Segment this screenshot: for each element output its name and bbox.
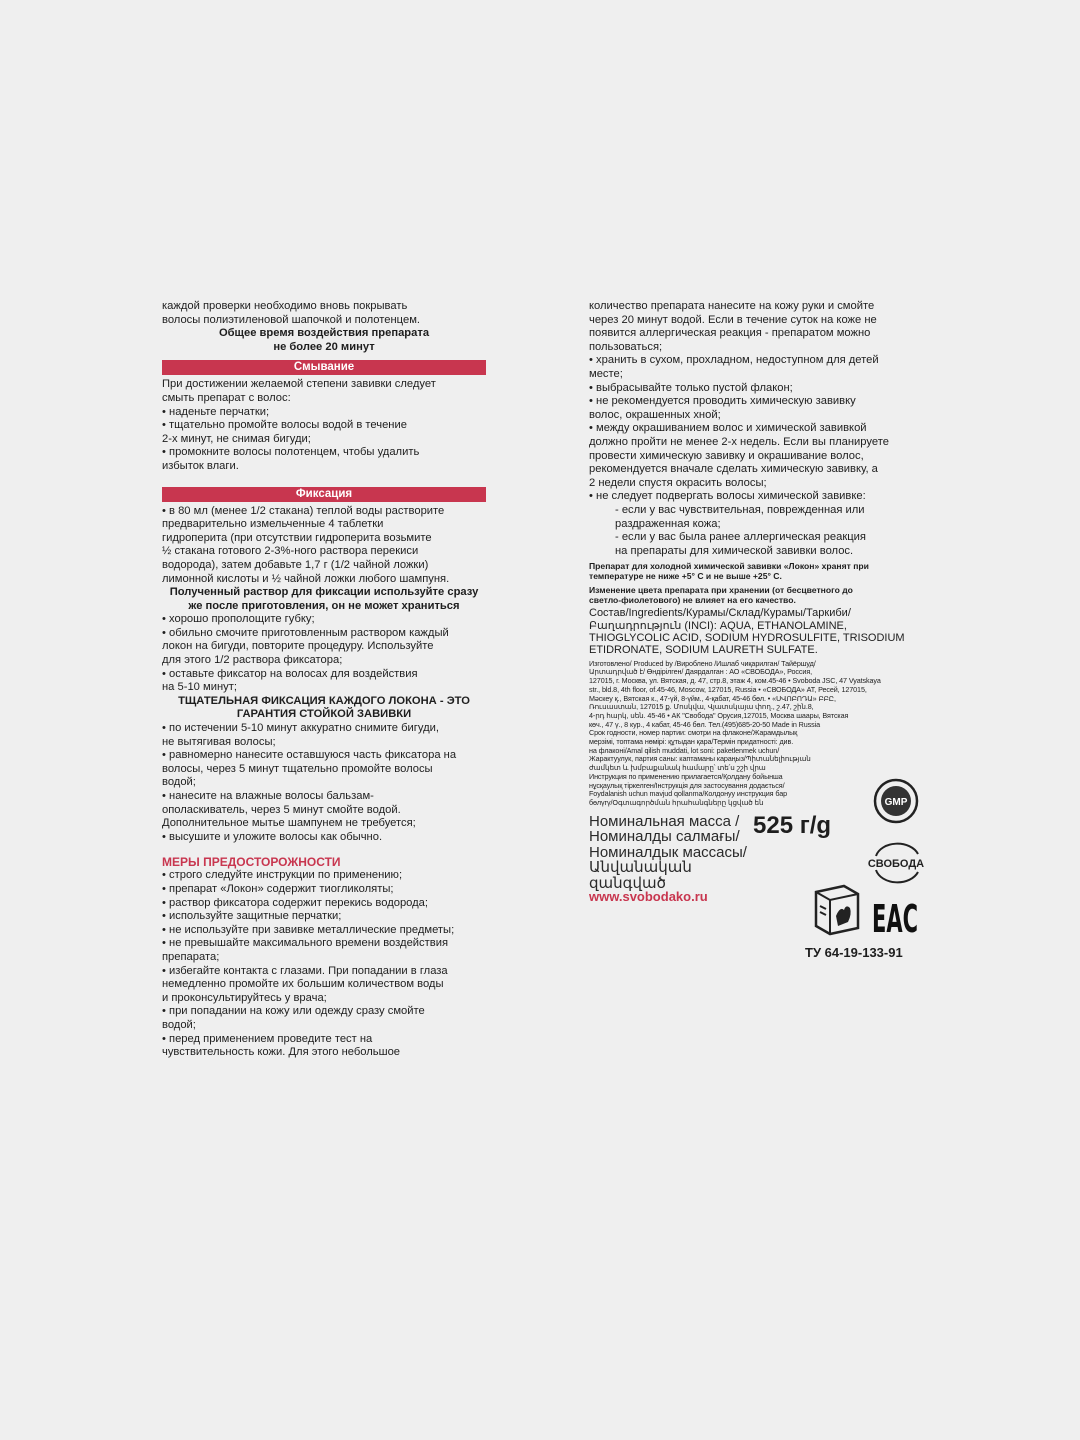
text-line: При достижении желаемой степени завивки следует <box>162 378 436 391</box>
text-line: Изменение цвета препарата при хранении (от бесцветного до <box>589 584 853 595</box>
text-line: • не используйте при завивке металлические предметы; <box>162 923 455 936</box>
text-line: появится аллергическая реакция - препаратом можно <box>589 327 871 340</box>
left-column <box>162 300 486 1060</box>
text-line: чувствительность кожи. Для этого небольшое <box>162 1046 401 1059</box>
text-line: водорода), затем добавьте 1,7 г (1/2 чайной ложки) <box>162 558 429 571</box>
gmp-badge-icon <box>873 778 919 824</box>
text-line: месте; <box>589 367 623 380</box>
text-line: гидроперита (при отсутствии гидроперита возьмите <box>162 531 432 544</box>
text-line: мерзімі, топтама нөмірі: құтыдан қара/Термін придатності: див. <box>589 737 794 747</box>
text-line: на 5-10 минут; <box>162 681 237 694</box>
fixation-heading: Фиксация <box>162 487 486 502</box>
text-line: str., bld.8, 4th floor, of.45-46, Moscow, 127015, Russia • «СВОБОДА» АТ, Ресей, 127015, <box>589 684 867 694</box>
text-line: Արտադրված է/ Өндірілген/ Даярдалган : АО «СВОБОДА», Россия, <box>589 667 813 677</box>
text-line: должно пройти не менее 2-х недель. Если вы планируете <box>589 435 889 448</box>
svg-text:СВОБОДА: СВОБОДА <box>867 858 925 870</box>
text-line: и проконсультируйтесь у врача; <box>162 991 327 1004</box>
text-line: • используйте защитные перчатки; <box>162 910 342 923</box>
text-line: • раствор фиксатора содержит перекись водорода; <box>162 896 429 909</box>
tu-standard-code: ТУ 64-19-133-91 <box>805 945 903 960</box>
manufacturer-block <box>589 660 889 808</box>
text-line: локон на бигуди, повторите процедуру. Используйте <box>162 640 434 653</box>
text-line: 2-х минут, не снимая бигуди; <box>162 432 311 445</box>
text-line: раздраженная кожа; <box>615 517 721 530</box>
text-line: водой; <box>162 776 196 789</box>
text-line: количество препарата нанесите на кожу руки и смойте <box>589 300 875 312</box>
text-line: смыть препарат с волос: <box>162 391 291 404</box>
text-line: - если у вас чувствительная, поврежденная или <box>615 503 865 516</box>
text-line: каждой проверки необходимо вновь покрывать <box>162 300 408 312</box>
text-line: • нанесите на влажные волосы бальзам- <box>162 790 374 802</box>
text-line: Срок годности, номер партии: смотри на флаконе/Жарамдылық <box>589 728 798 738</box>
text-line: ТЩАТЕЛЬНАЯ ФИКСАЦИЯ КАЖДОГО ЛОКОНА - ЭТО <box>178 694 470 707</box>
text-line: THIOGLYCOLIC ACID, SODIUM HYDROSULFITE, TRISODIUM <box>589 631 905 644</box>
text-line: • хранить в сухом, прохладном, недоступном для детей <box>589 354 879 367</box>
text-line: для этого 1/2 раствора фиксатора; <box>162 654 343 667</box>
text-line: Ռուսաստան, 127015 ք. Մոսկվա, Վյատսկայա փող., շ.47, շին.8, <box>589 702 814 712</box>
text-line: же после приготовления, он не может храниться <box>188 599 460 612</box>
text-line: 127015, г. Москва, ул. Вятская, д. 47, стр.8, этаж 4, ком.45-46 • Svoboda JSC, 47 Vyatskaya <box>589 676 881 686</box>
eac-mark-icon <box>872 896 918 941</box>
text-line: волосы, через 5 минут тщательно промойте волосы <box>162 762 433 775</box>
text-line: • высушите и уложите волосы как обычно. <box>162 830 383 843</box>
text-line: ГАРАНТИЯ СТОЙКОЙ ЗАВИВКИ <box>236 708 412 721</box>
text-line: • избегайте контакта с глазами. При попадании в глаза <box>162 964 448 977</box>
storage-note <box>589 561 915 581</box>
text-line: - если у вас была ранее аллергическая реакция <box>615 531 866 544</box>
text-line: • между окрашиванием волос и химической завивкой <box>589 422 867 435</box>
text-line: Препарат для холодной химической завивки «Локон» хранят при <box>589 561 869 572</box>
text-line: 4-րդ հարկ, սեն. 45-46 • АК "Свобода" Орусия,127015, Москва шаары, Вятская <box>589 710 849 720</box>
text-line: • при попадании на кожу или одежду сразу смойте <box>162 1005 425 1018</box>
hand-package-icon <box>808 882 864 938</box>
text-line: Инструкция по применению прилагается/Қолдану бойынша <box>589 771 783 781</box>
fixation-warning <box>162 586 486 613</box>
text-line: Жарактуулук, партия саны: каптаманы караңыз/Պիտանելիության <box>589 754 811 764</box>
text-line: не более 20 минут <box>273 340 375 353</box>
text-line: на препараты для химической завивки волос. <box>615 544 854 557</box>
text-line: Состав/Ingredients/Курамы/Склад/Курамы/Таркиби/ <box>589 607 851 620</box>
text-line: через 20 минут водой. Если в течение суток на коже не <box>589 313 877 326</box>
text-line: ժամկետ և խմբաքանակ համարը՝ տե՛ս շշի վրա <box>589 763 766 773</box>
text-line: Номиналдык массасы/ <box>589 843 747 861</box>
precautions-continued <box>589 300 915 558</box>
text-line: на флаконі/Amal qilish muddati, lot soni: paketlenmek uchun/ <box>589 745 780 755</box>
text-line: провести химическую завивку и окрашивание волос, <box>589 449 864 462</box>
text-line: • не рекомендуется проводить химическую завивку <box>589 395 856 408</box>
text-line: рекомендуется вначале сделать химическую завивку, а <box>589 463 878 476</box>
text-line: • обильно смочите приготовленным раствором каждый <box>162 626 449 639</box>
text-line: • препарат «Локон» содержит тиогликоляты; <box>162 882 394 895</box>
text-line: Дополнительное мытье шампунем не требуется; <box>162 817 416 830</box>
text-line: бөлүгү/Օգտագործման հրահանգները կցված են <box>589 797 764 807</box>
text-line: Номинальная масса / <box>589 812 740 830</box>
rinse-heading: Смывание <box>162 360 486 375</box>
text-line: • хорошо прополощите губку; <box>162 613 315 626</box>
mass-labels <box>589 814 759 892</box>
text-line: волосы полиэтиленовой шапочкой и полотенцем. <box>162 313 420 326</box>
text-line: Изготовлено/ Produced by /Вироблено /Ишлаб чиқарилган/ Тайёршуд/ <box>589 658 816 668</box>
text-line: • выбрасывайте только пустой флакон; <box>589 381 793 394</box>
fixation-section <box>162 505 486 845</box>
text-line: • строго следуйте инструкции по применению; <box>162 869 403 882</box>
text-line: избыток влаги. <box>162 459 239 472</box>
text-line: ополаскиватель, через 5 минут смойте водой. <box>162 803 401 816</box>
total-time-note <box>162 327 486 354</box>
text-line: ETIDRONATE, SODIUM LAURETH SULFATE. <box>589 644 818 657</box>
text-line: көч., 47 ү., 8 кур., 4 кабат, 45-46 бөл. Тел.(495)685-20-50 Made in Russia <box>589 719 821 729</box>
text-line: Foydalanish uchun mavjud qollanma/Колдонуу инструкция бар <box>589 789 788 799</box>
text-line: Անվանական զանգված <box>589 859 692 892</box>
text-line: Բաղադրություն (INCI): AQUA, ETHANOLAMINE, <box>589 619 847 632</box>
text-line: • не следует подвергать волосы химической завивке: <box>589 490 866 503</box>
rinse-section <box>162 378 486 473</box>
website-link[interactable]: www.svobodako.ru <box>589 888 708 904</box>
text-line: • наденьте перчатки; <box>162 405 270 418</box>
text-line: • по истечении 5-10 минут аккуратно снимите бигуди, <box>162 722 439 735</box>
text-line: Полученный раствор для фиксации используйте сразу <box>169 586 479 599</box>
text-line: пользоваться; <box>589 340 663 353</box>
mass-value: 525 г/g <box>753 811 832 839</box>
text-line: предварительно измельченные 4 таблетки <box>162 518 384 531</box>
text-line: • тщательно промойте волосы водой в течение <box>162 419 407 432</box>
text-line: немедленно промойте их большим количеством воды <box>162 978 444 991</box>
text-line: Мәскеу қ., Вятская к., 47-үй, 8-үйм., 4-қабат, 45-46 бөл. • «ՍՎՈԲՈԴԱ» ԲԲԸ, <box>589 693 836 703</box>
right-column <box>589 300 915 903</box>
text-line: температуре не ниже +5° С и не выше +25° С. <box>589 571 782 582</box>
fixation-guarantee <box>162 695 486 722</box>
svoboda-logo-icon <box>862 838 930 888</box>
text-line: ½ стакана готового 2-3%-ного раствора перекиси <box>162 545 419 558</box>
text-line: волос, окрашенных хной; <box>589 408 721 421</box>
text-line: Общее время воздействия препарата <box>218 327 430 340</box>
text-line: не вытягивая волосы; <box>162 735 276 748</box>
text-line: водой; <box>162 1018 196 1031</box>
ingredients-block <box>589 607 915 657</box>
text-line: нұсқаулық тіркелген/Інструкція для застосування додається/ <box>589 780 785 790</box>
svg-text:GMP: GMP <box>884 797 908 808</box>
intro-text <box>162 300 486 327</box>
text-line: • перед применением проведите тест на <box>162 1032 373 1045</box>
text-line: • равномерно нанесите оставшуюся часть фиксатора на <box>162 749 457 762</box>
caution-heading: МЕРЫ ПРЕДОСТОРОЖНОСТИ <box>162 855 341 870</box>
text-line: Номиналды салмағы/ <box>589 828 740 846</box>
svg-text:EAC: EAC <box>872 897 918 941</box>
text-line: препарата; <box>162 950 220 963</box>
text-line: светло-фиолетового) не влияет на его качество. <box>589 594 796 605</box>
text-line: • промокните волосы полотенцем, чтобы удалить <box>162 446 420 459</box>
color-change-note <box>589 585 915 605</box>
text-line: • оставьте фиксатор на волосах для воздействия <box>162 667 418 680</box>
caution-section <box>162 869 486 1059</box>
text-line: 2 недели спустя окрасить волосы; <box>589 476 767 489</box>
text-line: • не превышайте максимального времени воздействия <box>162 937 449 950</box>
text-line: • в 80 мл (менее 1/2 стакана) теплой воды растворите <box>162 504 445 517</box>
text-line: лимонной кислоты и ½ чайной ложки любого шампуня. <box>162 572 450 585</box>
